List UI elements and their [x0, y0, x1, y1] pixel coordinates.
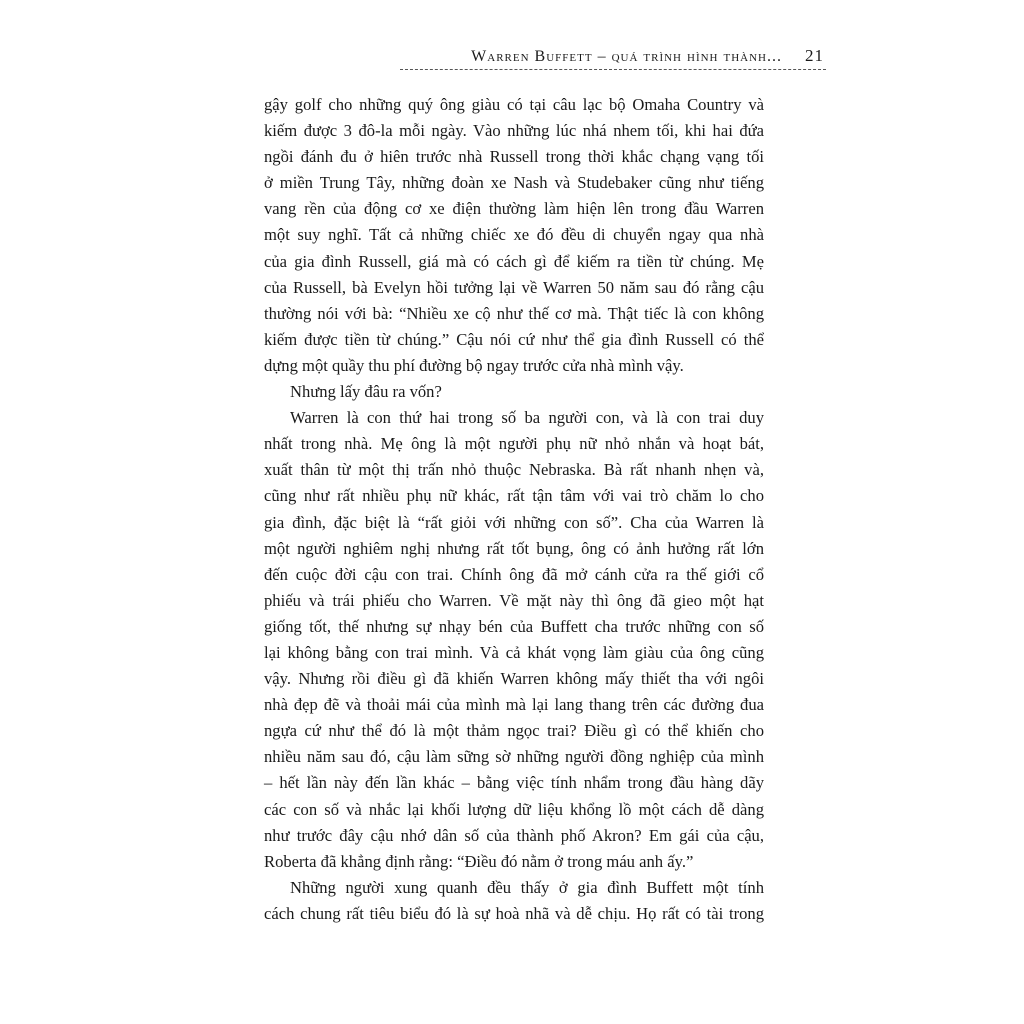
text-line: ở miền Trung Tây, những đoàn xe Nash và Studebaker cũng như tiếng — [264, 173, 764, 193]
text-line: của Russell, bà Evelyn hồi tưởng lại về Warren 50 năm sau đó rằng cậu — [264, 277, 764, 297]
text-line: Roberta đã khẳng định rằng: “Điều đó nằm ở trong máu anh ấy.” — [264, 851, 694, 871]
running-header — [400, 44, 826, 72]
page-number: 21 — [805, 46, 824, 65]
running-title: Warren Buffett – quá trình hình thành... — [471, 48, 782, 65]
text-line: đến cuộc đời cậu con trai. Chính ông đã mở cánh cửa ra thế giới cổ — [264, 564, 764, 584]
text-line: kiếm được tiền từ chúng.” Cậu nói cứ như thể gia đình Russell có thể — [264, 329, 764, 349]
text-line: một người nghiêm nghị nhưng rất tốt bụng, ông có ảnh hưởng rất lớn — [264, 538, 764, 558]
text-line: – hết lần này đến lần khác – bằng việc tính nhẩm trong đầu hàng dãy — [264, 773, 764, 793]
text-line: xuất thân từ một thị trấn nhỏ thuộc Nebraska. Bà rất nhanh nhẹn và, — [264, 460, 764, 480]
text-line: Nhưng lấy đâu ra vốn? — [290, 382, 442, 402]
paragraph — [264, 405, 764, 875]
text-line: kiếm được 3 đô-la mỗi ngày. Vào những lúc nhá nhem tối, khi hai đứa — [264, 121, 764, 141]
text-line: phiếu và trái phiếu cho Warren. Về mặt này thì ông đã gieo một hạt — [264, 590, 764, 610]
text-line: một suy nghĩ. Tất cả những chiếc xe đó đều di chuyển ngay qua nhà — [264, 225, 764, 245]
text-line: nhiều năm sau đó, cậu làm sững sờ những người đồng nghiệp của mình — [264, 747, 764, 767]
text-line: như trước đây cậu nhớ dân số của thành phố Akron? Em gái của cậu, — [264, 825, 764, 845]
text-line: lại không bằng con trai mình. Và cả khát vọng làm giàu của ông cũng — [264, 642, 764, 662]
text-line: vậy. Nhưng rồi điều gì đã khiến Warren không mấy thiết tha với ngôi — [264, 669, 764, 689]
text-line: Warren là con thứ hai trong số ba người con, và là con trai duy — [290, 408, 764, 428]
text-line: gia đình, đặc biệt là “rất giỏi với những con số”. Cha của Warren là — [264, 512, 764, 532]
text-line: các con số và nhắc lại khối lượng dữ liệu khổng lồ một cách dễ dàng — [264, 799, 764, 819]
text-line: dựng một quầy thu phí đường bộ ngay trước cửa nhà mình vậy. — [264, 355, 684, 375]
header-dashed-rule — [400, 69, 826, 70]
text-line: gậy golf cho những quý ông giàu có tại câu lạc bộ Omaha Country và — [264, 95, 764, 114]
body-text — [264, 92, 764, 927]
paragraph — [264, 92, 764, 379]
text-line: nhà đẹp đẽ và thoải mái của mình mà lại lang thang trên các đường đua — [264, 695, 764, 715]
text-line: nhất trong nhà. Mẹ ông là một người phụ nữ nhỏ nhắn và hoạt bát, — [264, 434, 764, 454]
text-line: ngồi đánh đu ở hiên trước nhà Russell trong thời khắc chạng vạng tối — [264, 147, 764, 167]
text-line: thường nói với bà: “Nhiều xe cộ như thế cơ mà. Thật tiếc là con không — [264, 303, 764, 323]
text-line: vang rền của động cơ xe điện thường làm hiện lên trong đầu Warren — [264, 199, 764, 219]
paragraph — [264, 875, 764, 927]
text-line: Những người xung quanh đều thấy ở gia đình Buffett một tính — [290, 877, 764, 897]
paragraph — [264, 379, 764, 405]
text-line: của gia đình Russell, giá mà có cách gì để kiếm ra tiền từ chúng. Mẹ — [264, 251, 764, 271]
text-line: giống tốt, thế nhưng sự nhạy bén của Buffett cha trước những con số — [264, 616, 764, 636]
text-line: ngựa cứ như thể đó là một thảm ngọc trai? Điều gì có thể khiến cho — [264, 721, 764, 741]
text-line: cũng như rất nhiều phụ nữ khác, rất tận tâm với vai trò chăm lo cho — [264, 486, 764, 506]
text-line: cách chung rất tiêu biểu đó là sự hoà nhã và dễ chịu. Họ rất có tài trong — [264, 903, 764, 923]
